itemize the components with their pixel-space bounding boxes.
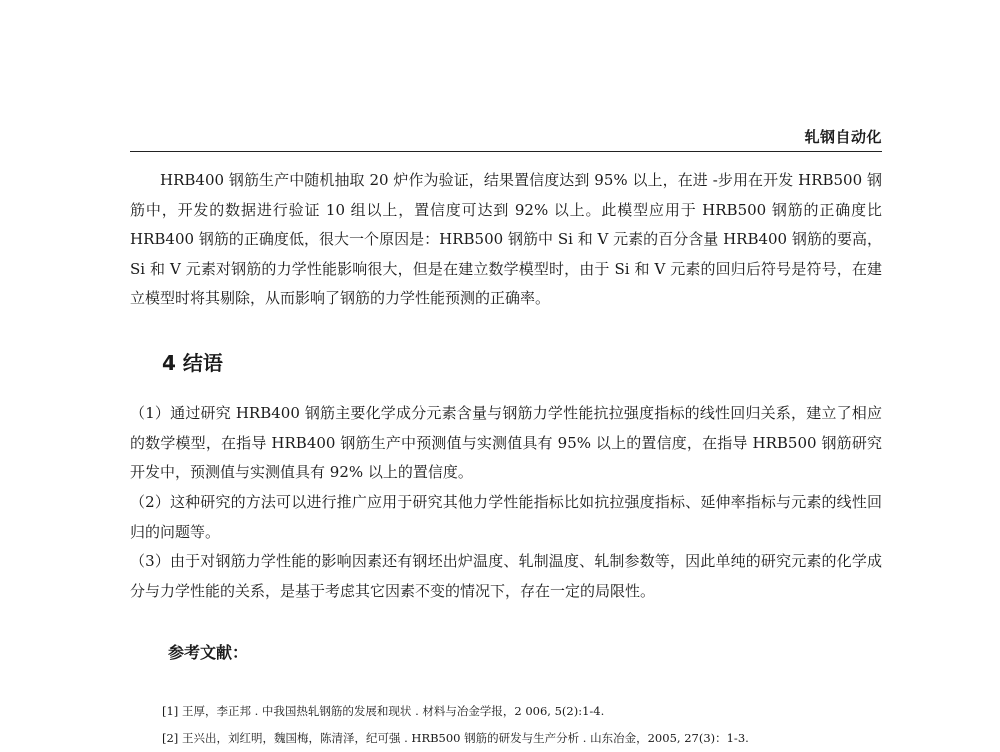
body-paragraph — [130, 166, 882, 314]
header-rule — [130, 151, 882, 152]
body-paragraph-text: HRB400 钢筋生产中随机抽取 20 炉作为验证，结果置信度达到 95% 以上，在进 -步用在开发 HRB500 钢筋中，开发的数据进行验证 10 组以上，置信度可达到 92% 以上。此模型应用于 HRB500 钢筋的正确度比 HRB400 钢筋的正确度低，很大一个原因是：HRB500 钢筋中 Si 和 V 元素的百分含量 HRB400 钢筋的要高，Si 和 V 元素对钢筋的力学性能影响很大，但是在建立数学模型时，由于 Si 和 V 元素的回归后符号是符号，在建立模型时将其剔除，从而影响了钢筋的力学性能预测的正确率。 — [130, 171, 882, 307]
references-heading: 参考文献： — [168, 643, 249, 662]
conclusion-item-1 — [130, 399, 882, 488]
conclusion-item-text: （2）这种研究的方法可以进行推广应用于研究其他力学性能指标比如抗拉强度指标、延伸率指标与元素的线性回归的问题等。 — [130, 493, 882, 541]
conclusion-item-3 — [130, 547, 882, 606]
conclusion-item-text: （1）通过研究 HRB400 钢筋主要化学成分元素含量与钢筋力学性能抗拉强度指标的线性回归关系，建立了相应的数学模型，在指导 HRB400 钢筋生产中预测值与实测值具有 95% 以上的置信度，在指导 HRB500 钢筋研究开发中，预测值与实测值具有 92% 以上的置信度。 — [130, 404, 882, 481]
conclusion-item-2 — [130, 488, 882, 547]
reference-entry: [2] 王兴出，刘红明，魏国梅，陈清泽，纪可强 . HRB500 钢筋的研发与生产分析 . 山东冶金，2005, 27(3)：1-3. — [162, 731, 749, 745]
reference-list — [162, 698, 882, 752]
reference-entry: [1] 王厚，李正邦 . 中我国热轧钢筋的发展和现状 . 材料与冶金学报，2 006, 5(2):1-4. — [162, 704, 605, 718]
running-head-title: 轧钢自动化 — [804, 128, 882, 146]
conclusion-item-text: （3）由于对钢筋力学性能的影响因素还有钢坯出炉温度、轧制温度、轧制参数等，因此单纯的研究元素的化学成分与力学性能的关系，是基于考虑其它因素不变的情况下，存在一定的局限性。 — [130, 552, 882, 600]
section-heading: 4 结语 — [162, 351, 223, 375]
